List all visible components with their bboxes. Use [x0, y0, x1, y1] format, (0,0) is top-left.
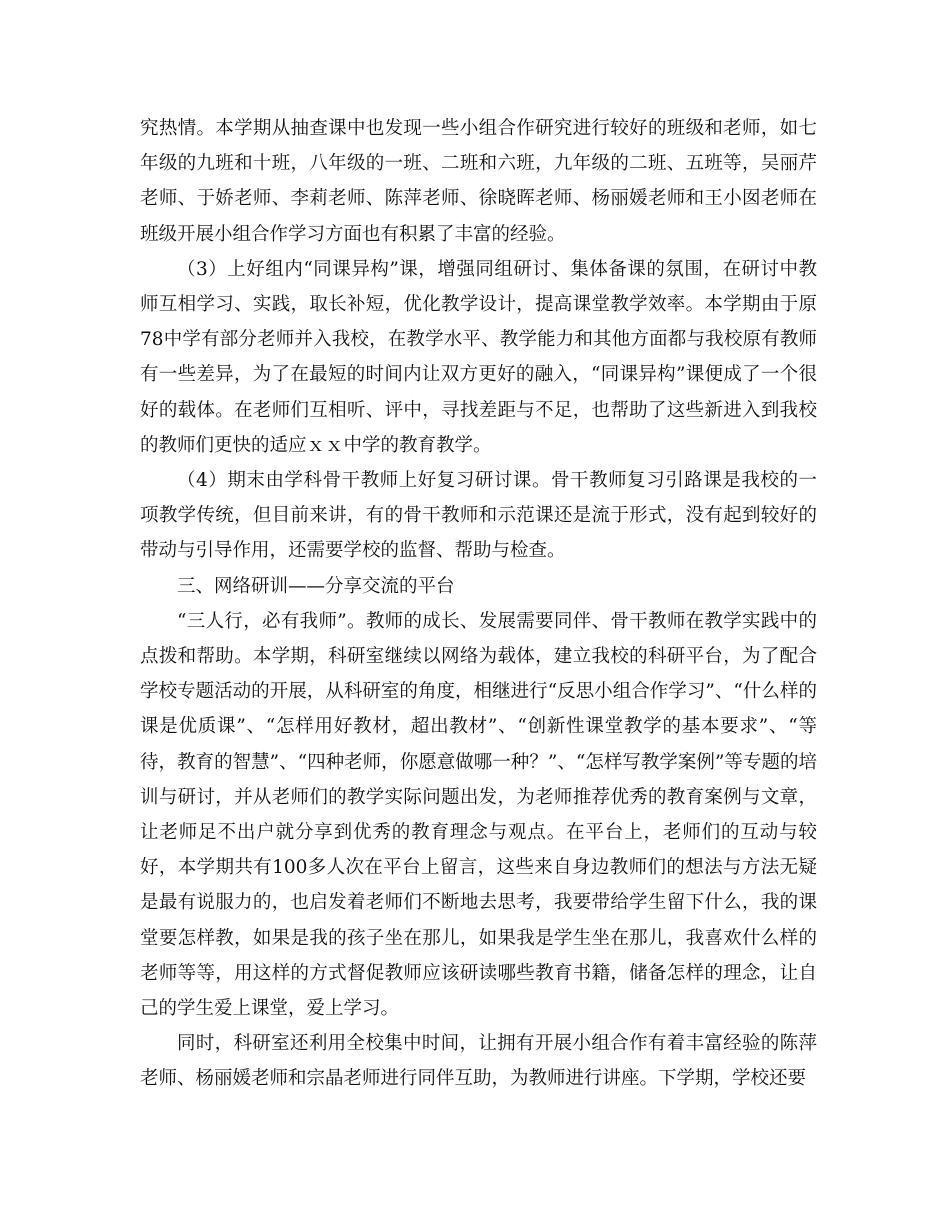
- paragraph-peer-support: 同时，科研室还利用全校集中时间，让拥有开展小组合作有着丰富经验的陈萍老师、杨丽媛老师和宗晶老师进行同伴互助，为教师进行讲座。下学期，学校还要: [140, 1033, 817, 1090]
- paragraph-item-4: （4）期末由学科骨干教师上好复习研讨课。骨干教师复习引路课是我校的一项教学传统，但目前来讲，有的骨干教师和示范课还是流于形式，没有起到较好的带动与引导作用，还需要学校的监督、帮助与检查。: [140, 470, 817, 562]
- document-body: [140, 111, 817, 1097]
- paragraph-continuation: 究热情。本学期从抽查课中也发现一些小组合作研究进行较好的班级和老师，如七年级的九班和十班，八年级的一班、二班和六班，九年级的二班、五班等，吴丽芹老师、于娇老师、李莉老师、陈萍老师、徐晓晖老师、杨丽媛老师和王小囡老师在班级开展小组合作学习方面也有积累了丰富的经验。: [140, 118, 817, 245]
- paragraph-network-training: “三人行，必有我师”。教师的成长、发展需要同伴、骨干教师在教学实践中的点拨和帮助。本学期，科研室继续以网络为载体，建立我校的科研平台，为了配合学校专题活动的开展，从科研室的角度，相继进行“反思小组合作学习”、“什么样的课是优质课”、“怎样用好教材，超出教材”、“创新性课堂教学的基本要求”、“等待，教育的智慧”、“四种老师，你愿意做哪一种？”、“怎样写教学案例”等专题的培训与研讨，并从老师们的教学实际问题出发，为老师推荐优秀的教育案例与文章，让老师足不出户就分享到优秀的教育理念与观点。在平台上，老师们的互动与较好，本学期共有100多人次在平台上留言，这些来自身边教师们的想法与方法无疑是最有说服力的，也启发着老师们不断地去思考，我要带给学生留下什么，我的课堂要怎样教，如果是我的孩子坐在那儿，如果我是学生坐在那儿，我喜欢什么样的老师等等，用这样的方式督促教师应该研读哪些教育书籍，储备怎样的理念，让自己的学生爱上课堂，爱上学习。: [140, 610, 817, 1020]
- section-heading: 三、网络研训——分享交流的平台: [177, 575, 455, 597]
- paragraph-item-3: （3）上好组内“同课异构”课，增强同组研讨、集体备课的氛围，在研讨中教师互相学习、实践，取长补短，优化教学设计，提高课堂教学效率。本学期由于原78中学有部分老师并入我校，在教学水平、教学能力和其他方面都与我校原有教师有一些差异，为了在最短的时间内让双方更好的融入，“同课异构”课便成了一个很好的载体。在老师们互相听、评中，寻找差距与不足，也帮助了这些新进入到我校的教师们更快的适应ｘｘ中学的教育教学。: [140, 258, 817, 456]
